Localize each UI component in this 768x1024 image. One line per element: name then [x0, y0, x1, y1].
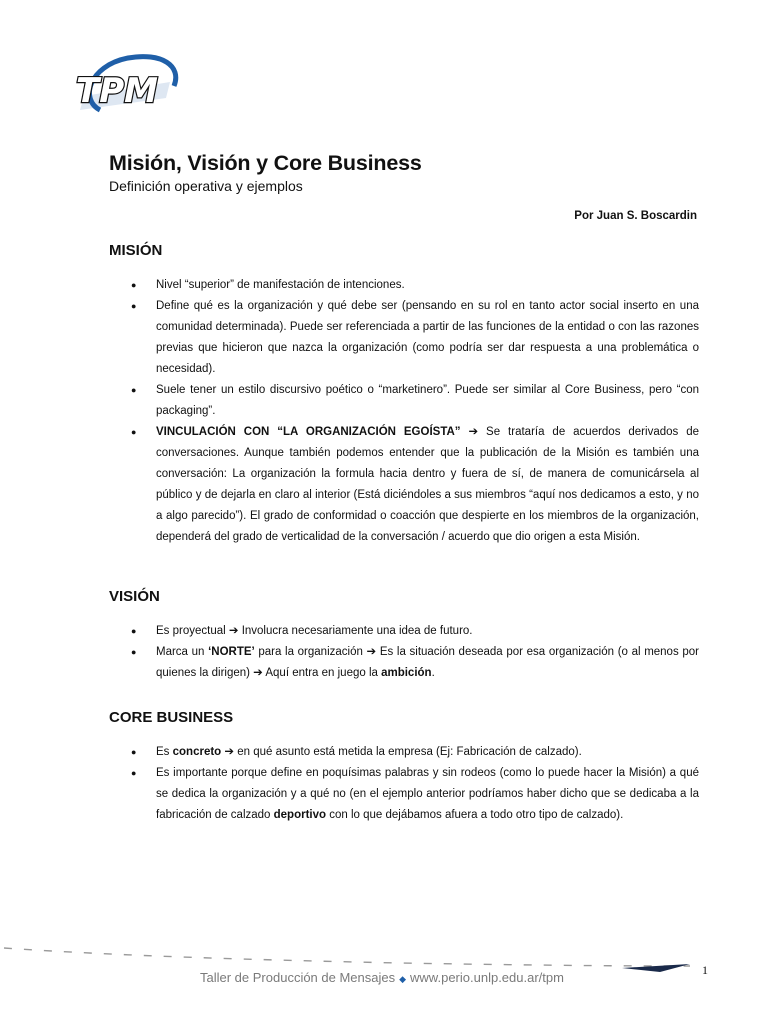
tpm-logo [70, 52, 180, 118]
document-subtitle: Definición operativa y ejemplos [109, 178, 303, 194]
footer-dashed-swoosh [0, 930, 700, 975]
author-line: Por Juan S. Boscardin [574, 210, 697, 222]
mision-heading: MISIÓN [109, 242, 163, 259]
vision-list [109, 621, 699, 684]
bullet-icon: ● [131, 626, 137, 636]
list-item: ● Es importante porque define en poquísimas palabras y sin rodeos (como lo puede hacer la Misión) a qué se dedica la organización y a qué no (en el ejemplo anterior podríamos haber dicho que se dedicaba a la fabricación de calzado deportivo con lo que dejábamos afuera a todo otro tipo de calzado). [109, 763, 699, 826]
bullet-icon: ● [131, 385, 137, 395]
list-item: ● Define qué es la organización y qué debe ser (pensando en su rol en tanto actor social inserto en una comunidad determinada). Puede ser referenciada a partir de las funciones de la entidad o con las razones previas que hicieron que nazca la organización (como podría ser dar respuesta a una problemática o necesidad). [109, 296, 699, 380]
mision-section [109, 242, 699, 548]
bullet-icon: ● [131, 768, 137, 778]
bullet-icon: ● [131, 747, 137, 757]
bullet-icon: ● [131, 280, 137, 290]
core-list [109, 742, 699, 826]
footer-text: Taller de Producción de Mensajes ◆ www.perio.unlp.edu.ar/tpm [200, 970, 564, 985]
list-item: ● VINCULACIÓN CON “LA ORGANIZACIÓN EGOÍSTA” ➔ Se trataría de acuerdos derivados de conversaciones. Aunque también podemos entender que la publicación de la Misión es también una conversación: La organización la formula hacia dentro y fuera de sí, de manera de comunicársela al público y de dejarla en claro al interior (Está diciéndoles a sus miembros “aquí nos dedicamos a esto, y no a algo parecido”). El grado de conformidad o coacción que despierte en los miembros de la organización, dependerá del grado de verticalidad de la conversación / acuerdo que dio origen a esta Misión. [109, 422, 699, 548]
logo-text: TPM [76, 71, 158, 111]
bullet-icon: ● [131, 427, 137, 437]
vision-heading: VISIÓN [109, 588, 160, 605]
core-section [109, 709, 699, 826]
list-item: ● Nivel “superior” de manifestación de intenciones. [109, 275, 699, 296]
bullet-icon: ● [131, 301, 137, 311]
list-item: ● Es proyectual ➔ Involucra necesariamente una idea de futuro. [109, 621, 699, 642]
vision-section [109, 588, 699, 684]
list-item: ● Marca un ‘NORTE’ para la organización ➔ Es la situación deseada por esa organización (o al menos por quienes la dirigen) ➔ Aquí entra en juego la ambición. [109, 642, 699, 684]
core-heading: CORE BUSINESS [109, 709, 234, 726]
diamond-icon: ◆ [399, 974, 407, 984]
mision-list [109, 275, 699, 548]
list-item: ● Es concreto ➔ en qué asunto está metida la empresa (Ej: Fabricación de calzado). [109, 742, 699, 763]
list-item: ● Suele tener un estilo discursivo poético o “marketinero”. Puede ser similar al Core Business, pero “con packaging”. [109, 380, 699, 422]
document-title: Misión, Visión y Core Business [109, 151, 422, 175]
bullet-icon: ● [131, 647, 137, 657]
page-number: 1 [702, 963, 708, 977]
